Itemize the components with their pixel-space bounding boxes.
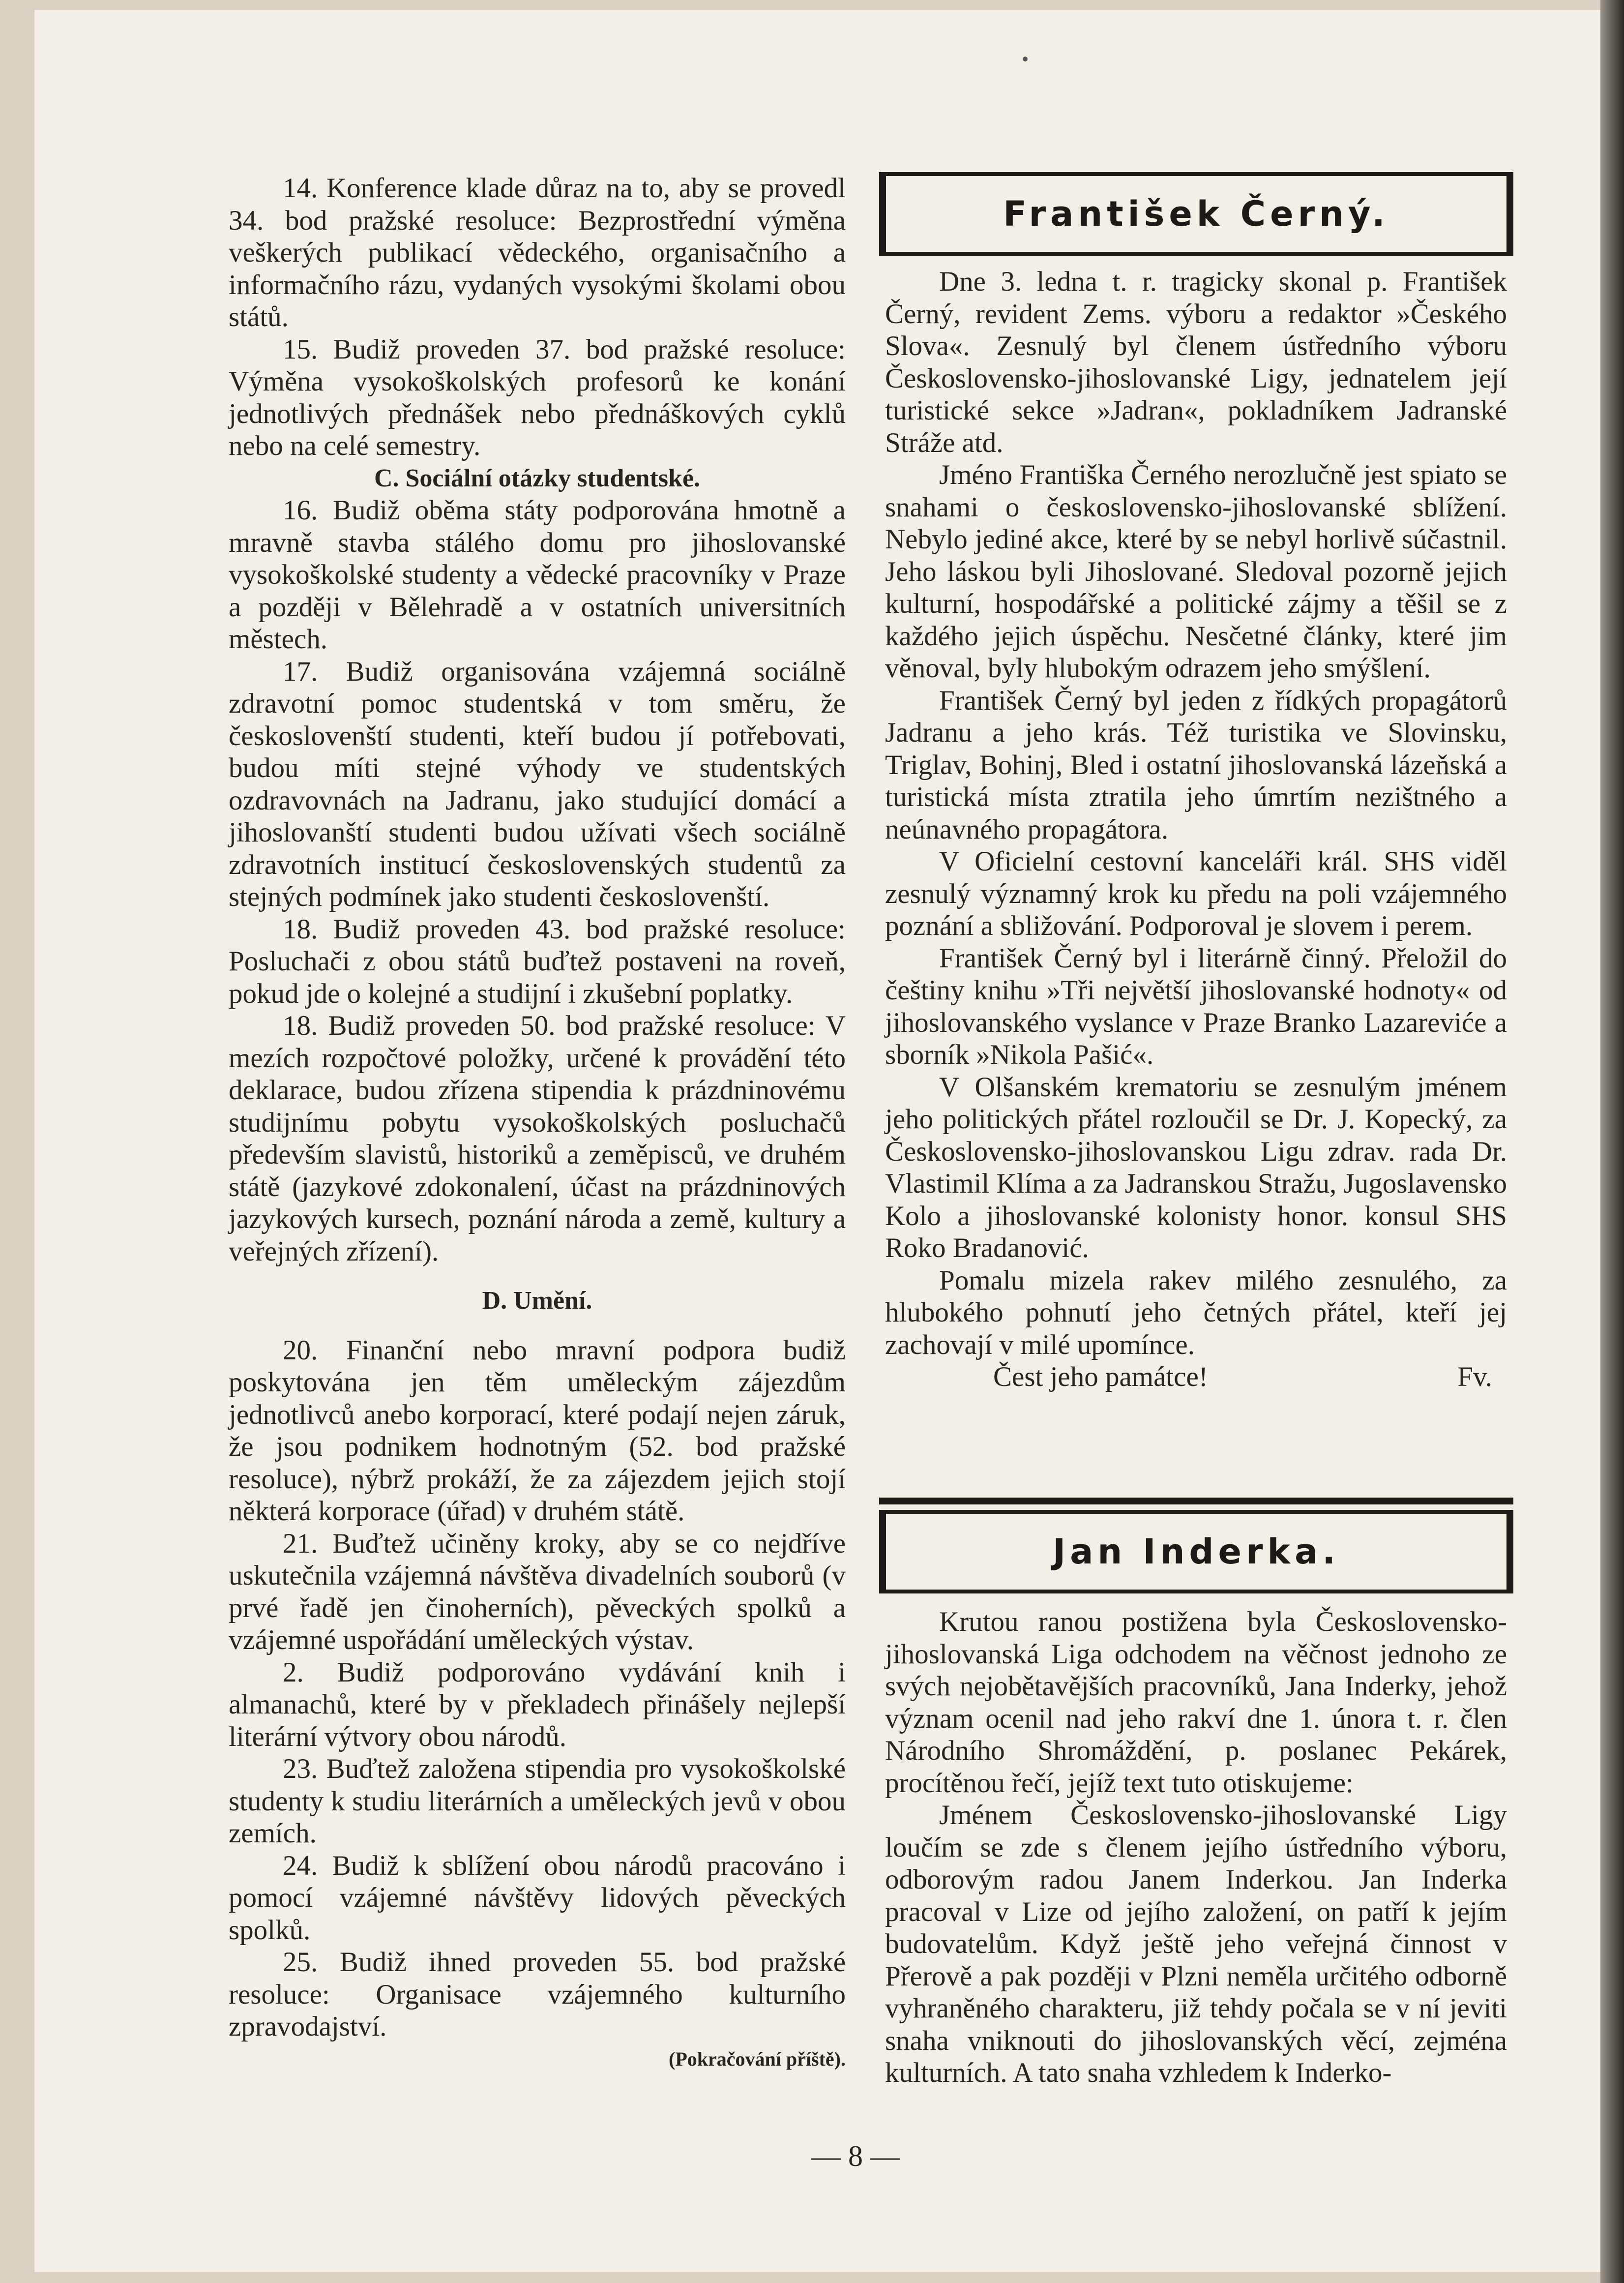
article-title-cerny: František Černý. <box>1003 194 1389 234</box>
title-box-inderka <box>879 1510 1513 1593</box>
section-heading-c: C. Sociální otázky studentské. <box>374 464 701 492</box>
cerny-paragraph-5: František Černý byl i literárně činný. Přeložil do češtiny knihu »Tři největší jihoslovanské hodnoty« od jihoslovanského vyslance v Praze Branko Lazareviće a sborník »Nikola Pašić«. <box>885 942 1507 1070</box>
paragraph-22: 2. Budiž podporováno vydávání knih i almanachů, které by v překladech přinášely nejlepší literární výtvory obou národů. <box>229 1656 846 1752</box>
cerny-paragraph-3: František Černý byl jeden z řídkých propagátorů Jadranu a jeho krás. Též turistika ve Slovinsku, Triglav, Bohinj, Bled i ostatní jihoslovanská lázeňská a turistická místa ztratila jeho úmrtím nezištného a neúnavného propagátora. <box>885 685 1507 845</box>
divider-rule <box>879 1498 1513 1504</box>
cerny-paragraph-1: Dne 3. ledna t. r. tragicky skonal p. František Černý, revident Zems. výboru a redaktor »Českého Slova«. Zesnulý byl členem ústředního výboru Československo-jihoslovanské Ligy, jednatelem její turistické sekce »Jadran«, pokladníkem Jadranské Stráže atd. <box>885 266 1507 458</box>
cerny-paragraph-7: Pomalu mizela rakev milého zesnulého, za hlubokého pohnutí jeho četných přátel, kteří jej zachovají v milé upomínce. <box>885 1264 1507 1360</box>
page <box>34 10 1600 2272</box>
cerny-closing: Čest jeho památce! <box>993 1361 1208 1392</box>
book-spine-shadow <box>1600 0 1624 2283</box>
page-number: — 8 — <box>811 2140 900 2172</box>
left-column <box>229 172 846 2075</box>
article-cerny <box>885 266 1507 1393</box>
article-title-inderka: Jan Inderka. <box>1053 1532 1340 1572</box>
paragraph-25: 25. Budiž ihned proveden 55. bod pražské resoluce: Organisace vzájemného kulturního zpravodajství. <box>229 1947 846 2042</box>
paragraph-21: 21. Buďtež učiněny kroky, aby se co nejdříve uskutečnila vzájemná návštěva divadelních souborů (v prvé řadě jen činoherních), pěveckých spolků a vzájemné uspořádání uměleckých výstav. <box>229 1528 846 1655</box>
paragraph-15: 15. Budiž proveden 37. bod pražské resoluce: Výměna vysokoškolských profesorů ke konání jednotlivých přednášek nebo přednáškových cyklů nebo na celé semestry. <box>229 333 846 461</box>
inderka-paragraph-1: Krutou ranou postižena byla Československo-jihoslovanská Liga odchodem na věčnost jednoho ze svých nejobětavějších pracovníků, Jana Inderky, jehož význam ocenil nad jeho rakví dne 1. února t. r. člen Národního Shromáždění, p. poslanec Pekárek, procítěnou řečí, jejíž text tuto otiskujeme: <box>885 1606 1507 1799</box>
inderka-paragraph-2: Jménem Československo-jihoslovanské Ligy loučím se zde s členem jejího ústředního výboru, odborovým radou Janem Inderkou. Jan Inderka pracoval v Lize od jejího založení, on patří k jejím budovatelům. Když ještě jeho veřejná činnost v Přerově a pak později v Plzni neměla určitého odborně vyhraněného charakteru, již tehdy počala se v ní jeviti snaha vniknouti do jihoslovanských věcí, zejména kulturních. A tato snaha vzhledem k Inderko- <box>885 1800 1507 2088</box>
paragraph-23: 23. Buďtež založena stipendia pro vysokoškolské studenty k studiu literárních a uměleckých jevů v obou zemích. <box>229 1753 846 1849</box>
paragraph-17: 17. Budiž organisována vzájemná sociálně zdravotní pomoc studentská v tom směru, že českoslovenští studenti, kteří budou jí potřebovati, budou míti stejné výhody ve studentských ozdravovnách na Jadranu, jako studující domácí a jihoslovanští studenti budou užívati všech sociálně zdravotních institucí československých studentů za stejných podmínek jako studenti českoslovenští. <box>229 656 846 912</box>
ink-speck <box>1023 57 1028 61</box>
paragraph-18b: 18. Budiž proveden 50. bod pražské resoluce: V mezích rozpočtové položky, určené k provádění této deklarace, budou zřízena stipendia k prázdninovému studijnímu pobytu vysokoškolských posluchačů především slavistů, historiků a zeměpisců, ve druhém státě (jazykové zdokonalení, účast na prázdninových jazykových kursech, poznání národa a země, kultury a veřejných zřízení). <box>229 1010 846 1267</box>
paragraph-24: 24. Budiž k sblížení obou národů pracováno i pomocí vzájemné návštěvy lidových pěveckých spolků. <box>229 1850 846 1946</box>
cerny-paragraph-6: V Olšanském krematoriu se zesnulým jménem jeho politických přátel rozloučil se Dr. J. Kopecký, za Československo-jihoslovanskou Ligu zdrav. rada Dr. Vlastimil Klíma a za Jadranskou Stražu, Jugoslavensko Kolo a jihoslovanské kolonisty honor. konsul SHS Roko Bradanović. <box>885 1071 1507 1263</box>
cerny-closing-row <box>885 1361 1507 1393</box>
title-box-cerny <box>879 172 1513 256</box>
cerny-paragraph-2: Jméno Františka Černého nerozlučně jest spiato se snahami o československo-jihoslovanské sblížení. Nebylo jediné akce, které by se nebyl horlivě súčastnil. Jeho láskou byli Jihoslované. Sledoval pozorně jejich kulturní, hospodářské a politické zájmy a těšil se z každého jejich úspěchu. Nesčetné články, které jim věnoval, byly hlubokým odrazem jeho smýšlení. <box>885 459 1507 684</box>
continued-note: (Pokračování příště). <box>669 2047 846 2070</box>
section-heading-d: D. Umění. <box>482 1287 592 1315</box>
paragraph-20: 20. Finanční nebo mravní podpora budiž poskytována jen těm uměleckým zájezdům jednotlivců anebo korporací, které podají nejen záruk, že jsou podnikem hodnotným (52. bod pražské resoluce), nýbrž prokáží, že za zájezdem jejich stojí některá korporace (úřad) v druhém státě. <box>229 1334 846 1527</box>
paragraph-18a: 18. Budiž proveden 43. bod pražské resoluce: Posluchači z obou států buďtež postaveni na roveň, pokud jde o kolejné a studijní i zkušební poplatky. <box>229 913 846 1009</box>
paragraph-16: 16. Budiž oběma státy podporována hmotně a mravně stavba stálého domu pro jihoslovanské vysokoškolské studenty a vědecké pracovníky v Praze a později v Bělehradě a v ostatních universitních městech. <box>229 495 846 655</box>
article-inderka <box>885 1606 1507 2089</box>
paragraph-14: 14. Konference klade důraz na to, aby se provedl 34. bod pražské resoluce: Bezprostřední výměna veškerých publikací vědeckého, organisačního a informačního rázu, vydaných vysokými školami obou států. <box>229 173 846 332</box>
cerny-signature: Fv. <box>1457 1361 1492 1392</box>
cerny-paragraph-4: V Oficielní cestovní kanceláři král. SHS viděl zesnulý významný krok ku předu na poli vzájemného poznání a sbližování. Podporoval je slovem i perem. <box>885 846 1507 941</box>
